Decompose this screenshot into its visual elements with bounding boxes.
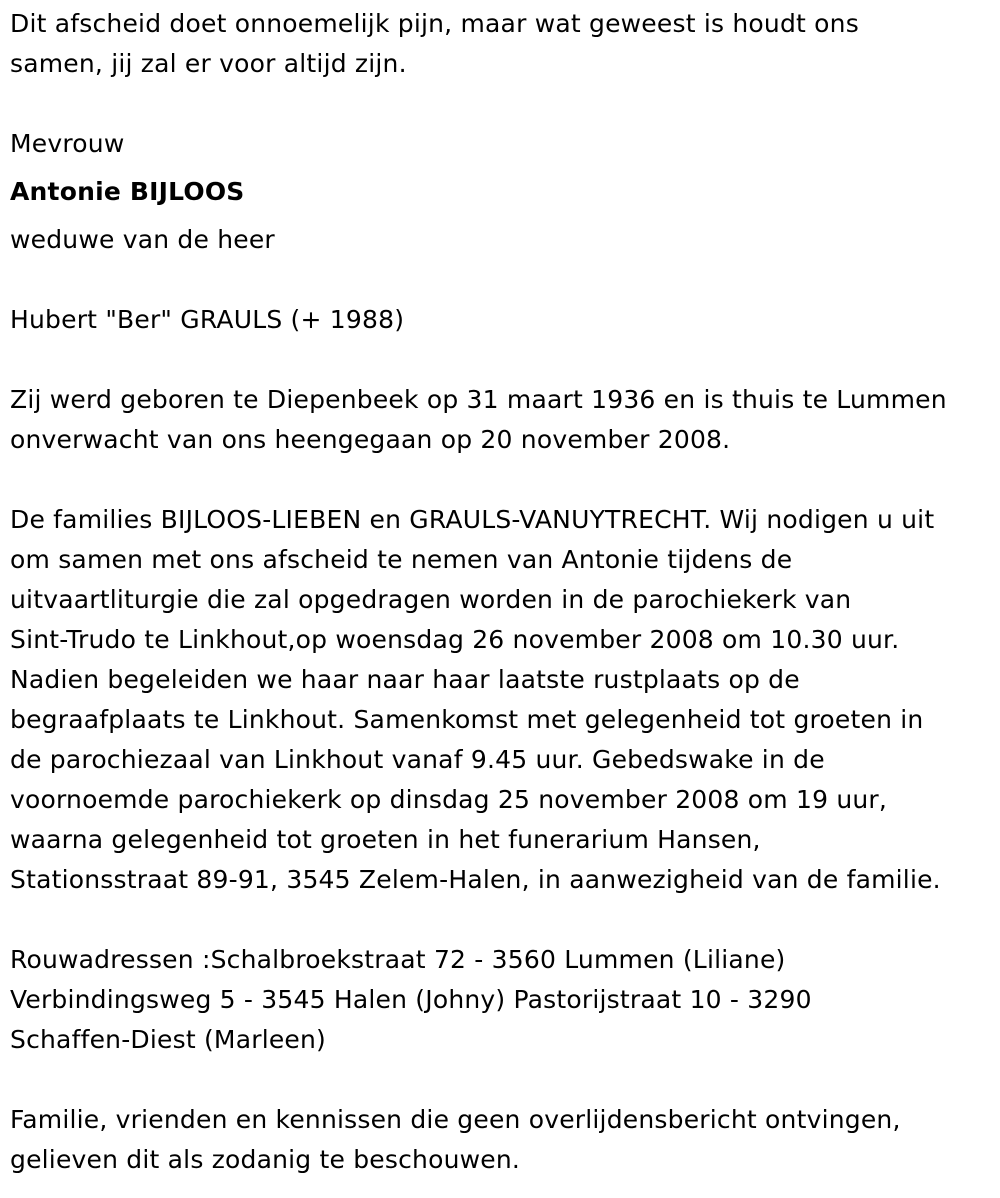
- address-line: Verbindingsweg 5 - 3545 Halen (Johny) Pastorijstraat 10 - 3290: [10, 985, 812, 1014]
- closing-paragraph: [10, 1100, 990, 1180]
- service-line: om samen met ons afscheid te nemen van Antonie tijdens de: [10, 545, 793, 574]
- obituary-text: [10, 4, 990, 1180]
- relation-text: weduwe van de heer: [10, 225, 275, 254]
- spacer: [10, 340, 990, 380]
- service-line: waarna gelegenheid tot groeten in het funerarium Hansen,: [10, 825, 761, 854]
- closing-line: gelieven dit als zodanig te beschouwen.: [10, 1145, 521, 1174]
- service-line: Sint-Trudo te Linkhout,op woensdag 26 november 2008 om 10.30 uur.: [10, 625, 900, 654]
- address-line: Rouwadressen :Schalbroekstraat 72 - 3560 Lummen (Liliane): [10, 945, 786, 974]
- spouse-name: Hubert "Ber" GRAULS (+ 1988): [10, 305, 405, 334]
- service-line: Stationsstraat 89-91, 3545 Zelem-Halen, in aanwezigheid van de familie.: [10, 865, 941, 894]
- service-line: voornoemde parochiekerk op dinsdag 25 november 2008 om 19 uur,: [10, 785, 888, 814]
- spacer: [10, 460, 990, 500]
- intro-line: samen, jij zal er voor altijd zijn.: [10, 49, 407, 78]
- spacer: [10, 900, 990, 940]
- deceased-name: Antonie BIJLOOS: [10, 177, 245, 206]
- addresses-paragraph: [10, 940, 990, 1060]
- spacer: [10, 84, 990, 124]
- birth-death-line: onverwacht van ons heengegaan op 20 november 2008.: [10, 425, 731, 454]
- salutation: Mevrouw: [10, 129, 125, 158]
- address-line: Schaffen-Diest (Marleen): [10, 1025, 327, 1054]
- birth-death-paragraph: [10, 380, 990, 460]
- service-line: begraafplaats te Linkhout. Samenkomst met gelegenheid tot groeten in: [10, 705, 924, 734]
- service-line: Nadien begeleiden we haar naar haar laatste rustplaats op de: [10, 665, 800, 694]
- intro-line: Dit afscheid doet onnoemelijk pijn, maar wat geweest is houdt ons: [10, 9, 859, 38]
- spacer: [10, 260, 990, 300]
- service-line: De families BIJLOOS-LIEBEN en GRAULS-VANUYTRECHT. Wij nodigen u uit: [10, 505, 935, 534]
- service-paragraph: [10, 500, 990, 900]
- intro-paragraph: [10, 4, 990, 84]
- service-line: uitvaartliturgie die zal opgedragen worden in de parochiekerk van: [10, 585, 852, 614]
- service-line: de parochiezaal van Linkhout vanaf 9.45 uur. Gebedswake in de: [10, 745, 825, 774]
- spacer: [10, 1060, 990, 1100]
- birth-death-line: Zij werd geboren te Diepenbeek op 31 maart 1936 en is thuis te Lummen: [10, 385, 947, 414]
- closing-line: Familie, vrienden en kennissen die geen overlijdensbericht ontvingen,: [10, 1105, 901, 1134]
